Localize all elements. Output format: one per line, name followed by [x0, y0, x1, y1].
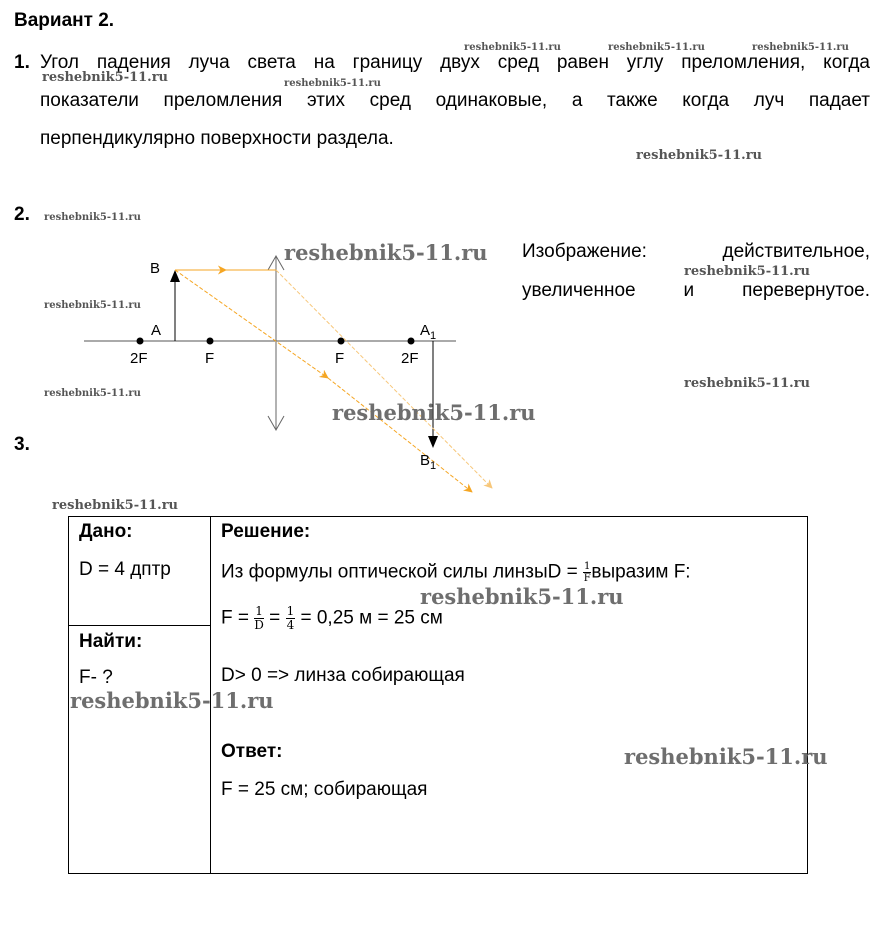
question-2-answer-line-1: Изображение: действительное, — [522, 241, 870, 262]
row-divider — [69, 625, 211, 626]
calculation-line: F = $\frac{1}{D}$ = $\frac{1}{4}$ = 0,25 м = 25 см — [221, 604, 443, 632]
tick-f-right: F — [335, 350, 345, 367]
question-1-line-1: Угол падения луча света на границу двух сред равен углу преломления, когда — [40, 52, 870, 73]
watermark: reshebnik5-11.ru — [42, 70, 169, 85]
question-2-answer-line-2: увеличенное и перевернутое. — [522, 280, 870, 301]
watermark: reshebnik5-11.ru — [332, 400, 536, 425]
watermark: reshebnik5-11.ru — [752, 42, 849, 53]
watermark: reshebnik5-11.ru — [52, 498, 179, 513]
watermark: reshebnik5-11.ru — [684, 376, 811, 391]
find-value: F- ? — [79, 667, 113, 688]
watermark: reshebnik5-11.ru — [464, 42, 561, 53]
label-b1: $B_1$ — [420, 452, 437, 472]
point-2f-left — [137, 338, 144, 345]
conclusion-line: D> 0 => линза собирающая — [221, 665, 465, 686]
answer-value: F = 25 см; собирающая — [221, 779, 428, 800]
find-header: Найти: — [79, 631, 143, 652]
given-header: Дано: — [79, 521, 133, 542]
watermark: reshebnik5-11.ru — [608, 42, 705, 53]
ray-parallel — [175, 270, 492, 488]
page-title: Вариант 2. — [14, 10, 115, 31]
question-1-line-2: показатели преломления этих сред одинаковые, а также когда луч падает — [40, 90, 870, 111]
watermark: reshebnik5-11.ru — [44, 388, 141, 399]
question-2-number: 2. — [14, 204, 30, 225]
watermark: reshebnik5-11.ru — [420, 584, 624, 609]
answer-header: Ответ: — [221, 741, 283, 762]
question-1-number: 1. — [14, 52, 30, 73]
question-3-number: 3. — [14, 434, 30, 455]
tick-2f-right: 2F — [401, 350, 419, 367]
solution-header: Решение: — [221, 521, 311, 542]
question-1-line-3: перпендикулярно поверхности раздела. — [40, 128, 394, 149]
watermark: reshebnik5-11.ru — [684, 264, 811, 279]
watermark: reshebnik5-11.ru — [70, 688, 274, 713]
point-2f-right — [408, 338, 415, 345]
watermark: reshebnik5-11.ru — [636, 148, 763, 163]
given-value: D = 4 дптр — [79, 559, 171, 580]
fraction-1-over-d: $\frac{1}{D}$ — [254, 604, 264, 632]
watermark: reshebnik5-11.ru — [44, 212, 141, 223]
formula-line: Из формулы оптической силы линзыD = $\frac{1}{F}$ выразим F: — [221, 561, 691, 584]
watermark: reshebnik5-11.ru — [284, 240, 488, 265]
tick-2f-left: 2F — [130, 350, 148, 367]
point-f-left — [207, 338, 214, 345]
converging-lens — [268, 256, 284, 430]
label-a: A — [151, 322, 162, 339]
watermark: reshebnik5-11.ru — [44, 300, 141, 311]
fraction-1-over-f: $\frac{1}{F}$ — [583, 561, 591, 584]
object-arrow — [170, 270, 180, 341]
label-a1: $A_1$ — [420, 322, 437, 342]
watermark: reshebnik5-11.ru — [284, 78, 381, 89]
watermark: reshebnik5-11.ru — [624, 744, 828, 769]
label-b: B — [150, 260, 161, 277]
fraction-1-over-4: $\frac{1}{4}$ — [286, 604, 295, 632]
tick-f-left: F — [205, 350, 215, 367]
